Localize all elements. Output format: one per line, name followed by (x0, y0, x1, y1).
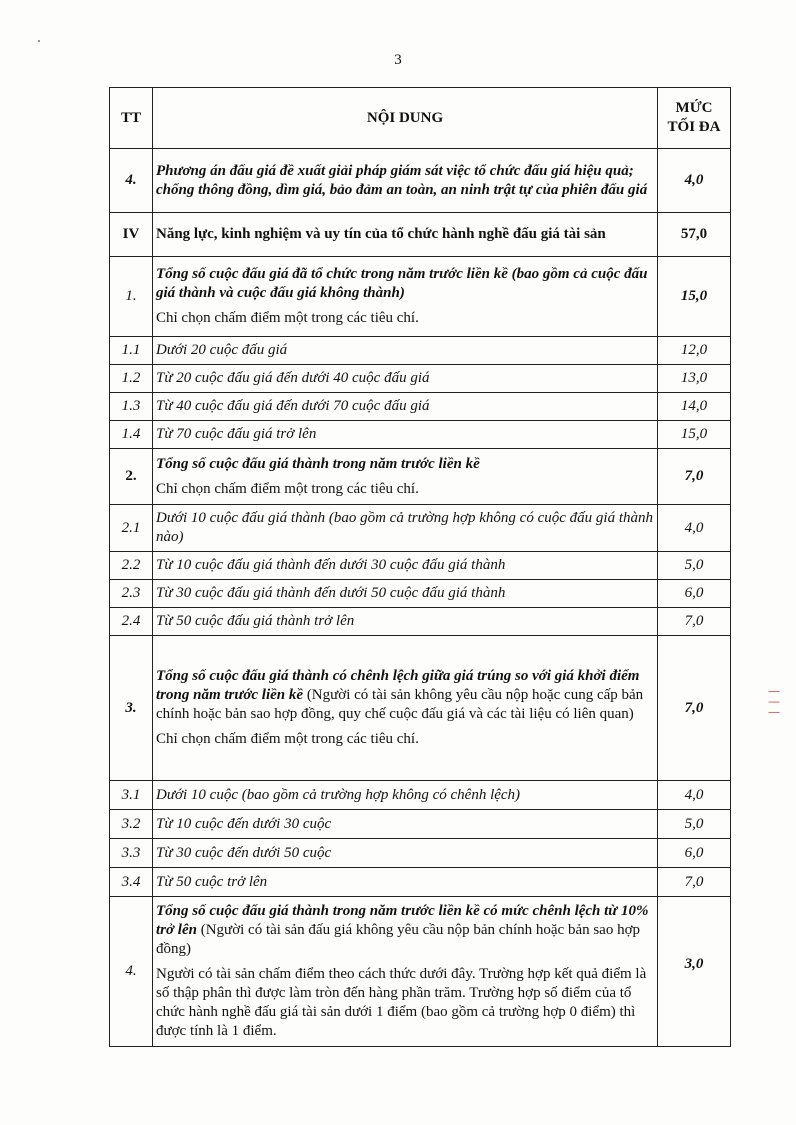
table-row (110, 337, 731, 365)
row-tt: 3.3 (110, 839, 153, 868)
row-content: Từ 50 cuộc trở lên (153, 868, 658, 897)
row-content (153, 449, 658, 505)
page-number: 3 (394, 52, 402, 68)
table-row (110, 810, 731, 839)
table-row (110, 449, 731, 505)
table-header-row (110, 88, 731, 149)
row-max: 7,0 (658, 636, 731, 781)
table-row (110, 257, 731, 337)
row-tt: 2.4 (110, 608, 153, 636)
row-tt: 4. (110, 149, 153, 213)
table-row (110, 365, 731, 393)
row-max: 3,0 (658, 897, 731, 1047)
row-content (153, 636, 658, 781)
row-content: Từ 10 cuộc đến dưới 30 cuộc (153, 810, 658, 839)
row-content: Từ 30 cuộc đến dưới 50 cuộc (153, 839, 658, 868)
table-row (110, 552, 731, 580)
row-tt: 3. (110, 636, 153, 781)
row-tt: 3.1 (110, 781, 153, 810)
header-tt: TT (110, 88, 153, 149)
table-row (110, 608, 731, 636)
row-max: 7,0 (658, 608, 731, 636)
row-content: Từ 40 cuộc đấu giá đến dưới 70 cuộc đấu giá (153, 393, 658, 421)
row-note: Người có tài sản chấm điểm theo cách thức dưới đây. Trường hợp kết quả điểm là số thập phân thì được làm tròn đến hàng phần trăm. Trường hợp số điểm của tổ chức hành nghề đấu giá tài sản dưới 1 điểm (bao gồm cả trường hợp 0 điểm) thì được tính là 1 điểm. (156, 966, 647, 1039)
row-tt: 3.4 (110, 868, 153, 897)
row-max: 4,0 (658, 781, 731, 810)
table-row (110, 213, 731, 257)
row-tt: IV (110, 213, 153, 257)
scan-speck (38, 40, 40, 42)
table-row (110, 868, 731, 897)
table-row (110, 505, 731, 552)
row-content: Từ 30 cuộc đấu giá thành đến dưới 50 cuộc đấu giá thành (153, 580, 658, 608)
row-content: Phương án đấu giá đề xuất giải pháp giám sát việc tổ chức đấu giá hiệu quả; chống thông đồng, dìm giá, bảo đảm an toàn, an ninh trật tự của phiên đấu giá (153, 149, 658, 213)
row-heading: Tổng số cuộc đấu giá đã tổ chức trong năm trước liền kề (bao gồm cả cuộc đấu giá thành và cuộc đấu giá không thành) (156, 266, 648, 301)
row-content (153, 257, 658, 337)
row-max: 5,0 (658, 552, 731, 580)
row-tt: 1.3 (110, 393, 153, 421)
table-row (110, 636, 731, 781)
header-max-line2: TỐI ĐA (667, 119, 721, 135)
row-tt: 3.2 (110, 810, 153, 839)
row-max: 7,0 (658, 868, 731, 897)
row-max: 4,0 (658, 149, 731, 213)
row-heading: Tổng số cuộc đấu giá thành có chênh lệch giữa giá trúng so với giá khởi điểm trong năm trước liền kề (156, 668, 640, 703)
row-tt: 2.1 (110, 505, 153, 552)
row-note: Chỉ chọn chấm điểm một trong các tiêu chí. (156, 310, 419, 326)
row-tt: 4. (110, 897, 153, 1047)
row-tt: 2. (110, 449, 153, 505)
row-note: Chỉ chọn chấm điểm một trong các tiêu chí. (156, 731, 419, 747)
row-tt: 1.2 (110, 365, 153, 393)
header-max (658, 88, 731, 149)
row-tt: 1.1 (110, 337, 153, 365)
row-content: Dưới 20 cuộc đấu giá (153, 337, 658, 365)
table-row (110, 580, 731, 608)
header-max-line1: MỨC (675, 100, 713, 116)
scoring-table (109, 87, 731, 1047)
row-content (153, 897, 658, 1047)
row-content: Từ 70 cuộc đấu giá trở lên (153, 421, 658, 449)
row-tt: 2.2 (110, 552, 153, 580)
row-note: Chỉ chọn chấm điểm một trong các tiêu chí. (156, 480, 419, 497)
row-content: Năng lực, kinh nghiệm và uy tín của tổ chức hành nghề đấu giá tài sản (153, 213, 658, 257)
row-max: 13,0 (658, 365, 731, 393)
row-max: 6,0 (658, 580, 731, 608)
row-content: Dưới 10 cuộc (bao gồm cả trường hợp không có chênh lệch) (153, 781, 658, 810)
row-content: Từ 20 cuộc đấu giá đến dưới 40 cuộc đấu giá (153, 365, 658, 393)
row-tt: 1.4 (110, 421, 153, 449)
row-max: 15,0 (658, 421, 731, 449)
table-row (110, 149, 731, 213)
table-row (110, 781, 731, 810)
row-tt: 2.3 (110, 580, 153, 608)
row-heading-note: (Người có tài sản không yêu cầu nộp hoặc cung cấp bản chính hoặc bản sao hợp đồng, quy chế cuộc đấu giá và các tài liệu có liên quan) (156, 687, 644, 722)
row-max: 6,0 (658, 839, 731, 868)
table-row (110, 897, 731, 1047)
row-heading: Tổng số cuộc đấu giá thành trong năm trước liền kề (156, 455, 480, 472)
table-row (110, 839, 731, 868)
row-heading-note: (Người có tài sản đấu giá không yêu cầu nộp bản chính hoặc bản sao hợp đồng) (156, 922, 641, 957)
row-tt: 1. (110, 257, 153, 337)
row-max: 14,0 (658, 393, 731, 421)
row-content: Dưới 10 cuộc đấu giá thành (bao gồm cả trường hợp không có cuộc đấu giá thành nào) (153, 505, 658, 552)
row-max: 7,0 (658, 449, 731, 505)
row-max: 5,0 (658, 810, 731, 839)
row-max: 57,0 (658, 213, 731, 257)
row-content: Từ 50 cuộc đấu giá thành trở lên (153, 608, 658, 636)
table-row (110, 421, 731, 449)
row-heading: Tổng số cuộc đấu giá thành trong năm trước liền kề có mức chênh lệch từ 10% trở lên (156, 903, 649, 938)
row-max: 12,0 (658, 337, 731, 365)
margin-stamp-marks: | | | (768, 690, 782, 717)
header-content: NỘI DUNG (153, 88, 658, 149)
row-max: 4,0 (658, 505, 731, 552)
table-row (110, 393, 731, 421)
row-content: Từ 10 cuộc đấu giá thành đến dưới 30 cuộc đấu giá thành (153, 552, 658, 580)
row-max: 15,0 (658, 257, 731, 337)
